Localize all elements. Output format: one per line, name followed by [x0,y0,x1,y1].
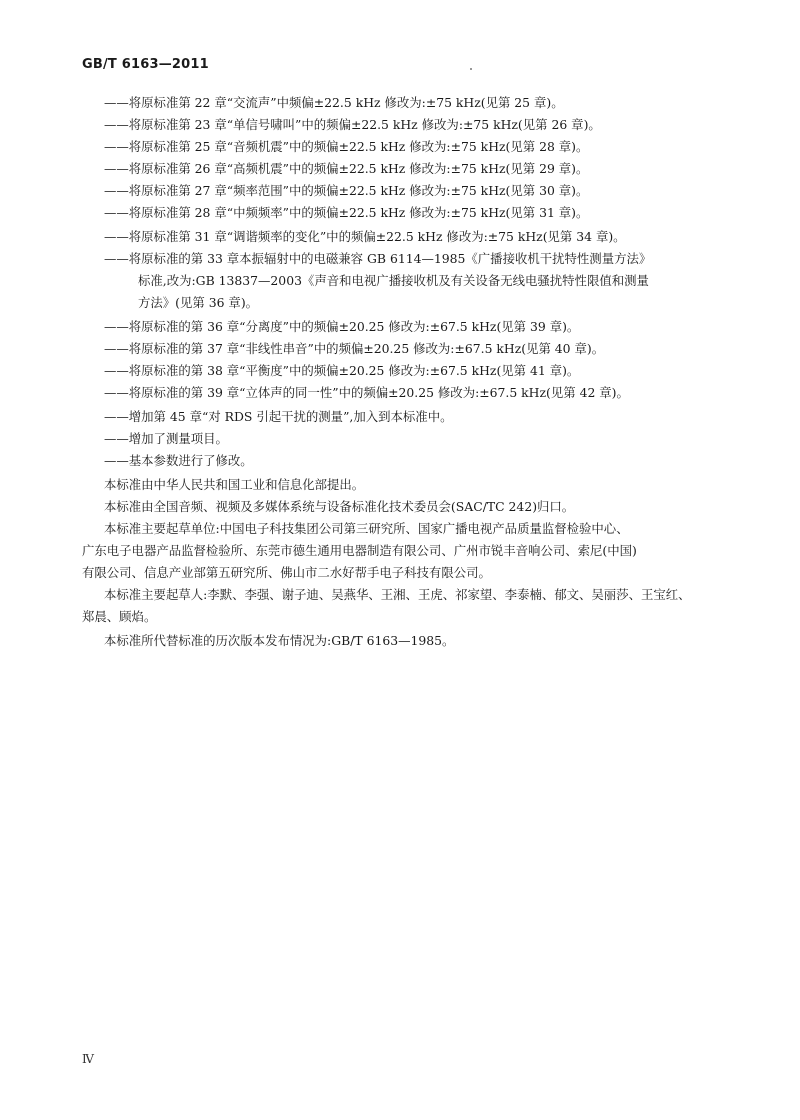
page-number: Ⅳ [82,1052,94,1066]
text-line: 广东电子电器产品监督检验所、东莞市德生通用电器制造有限公司、广州市锐丰音响公司、索尼(中国) [82,543,637,558]
text-line: 本标准主要起草单位:中国电子科技集团公司第三研究所、国家广播电视产品质量监督检验中心、 [104,521,629,536]
text-line: ——将原标准第 28 章“中频频率”中的频偏±22.5 kHz 修改为:±75 kHz(见第 31 章)。 [104,205,589,220]
scan-speck [470,68,472,70]
text-line: 本标准主要起草人:李默、李强、谢子迪、吴燕华、王湘、王虎、祁家望、李泰楠、郁文、吴丽莎、王宝红、 [104,587,691,602]
text-line: 本标准由全国音频、视频及多媒体系统与设备标准化技术委员会(SAC/TC 242)归口。 [104,499,575,514]
text-line: ——基本参数进行了修改。 [104,453,253,468]
text-line: ——将原标准的第 33 章本振辐射中的电磁兼容 GB 6114—1985《广播接收机干扰特性测量方法》 [104,251,652,266]
text-line: 本标准由中华人民共和国工业和信息化部提出。 [104,477,365,492]
text-line: 标准,改为:GB 13837—2003《声音和电视广播接收机及有关设备无线电骚扰特性限值和测量 [138,273,649,288]
text-line: ——将原标准的第 39 章“立体声的同一性”中的频偏±20.25 修改为:±67.5 kHz(见第 42 章)。 [104,385,629,400]
text-line: ——增加第 45 章“对 RDS 引起干扰的测量”,加入到本标准中。 [104,409,453,424]
text-line: ——将原标准第 25 章“音频机震”中的频偏±22.5 kHz 修改为:±75 kHz(见第 28 章)。 [104,139,589,154]
text-line: ——将原标准的第 37 章“非线性串音”中的频偏±20.25 修改为:±67.5 kHz(见第 40 章)。 [104,341,605,356]
text-line: ——增加了测量项目。 [104,431,228,446]
text-line: ——将原标准第 22 章“交流声”中频偏±22.5 kHz 修改为:±75 kHz(见第 25 章)。 [104,95,564,110]
text-line: 郑晨、顾焰。 [82,609,157,624]
text-line: ——将原标准的第 36 章“分离度”中的频偏±20.25 修改为:±67.5 kHz(见第 39 章)。 [104,319,580,334]
text-line: ——将原标准第 26 章“高频机震”中的频偏±22.5 kHz 修改为:±75 kHz(见第 29 章)。 [104,161,589,176]
text-line: ——将原标准第 27 章“频率范围”中的频偏±22.5 kHz 修改为:±75 kHz(见第 30 章)。 [104,183,589,198]
text-line: 本标准所代替标准的历次版本发布情况为:GB/T 6163—1985。 [104,633,455,648]
text-line: 有限公司、信息产业部第五研究所、佛山市二水好帮手电子科技有限公司。 [82,565,491,580]
text-line: 方法》(见第 36 章)。 [138,295,259,310]
text-line: ——将原标准的第 38 章“平衡度”中的频偏±20.25 修改为:±67.5 kHz(见第 41 章)。 [104,363,580,378]
text-line: ——将原标准第 23 章“单信号啸叫”中的频偏±22.5 kHz 修改为:±75 kHz(见第 26 章)。 [104,117,601,132]
standard-code-header: GB/T 6163—2011 [82,57,209,72]
text-line: ——将原标准第 31 章“调谐频率的变化”中的频偏±22.5 kHz 修改为:±75 kHz(见第 34 章)。 [104,229,626,244]
